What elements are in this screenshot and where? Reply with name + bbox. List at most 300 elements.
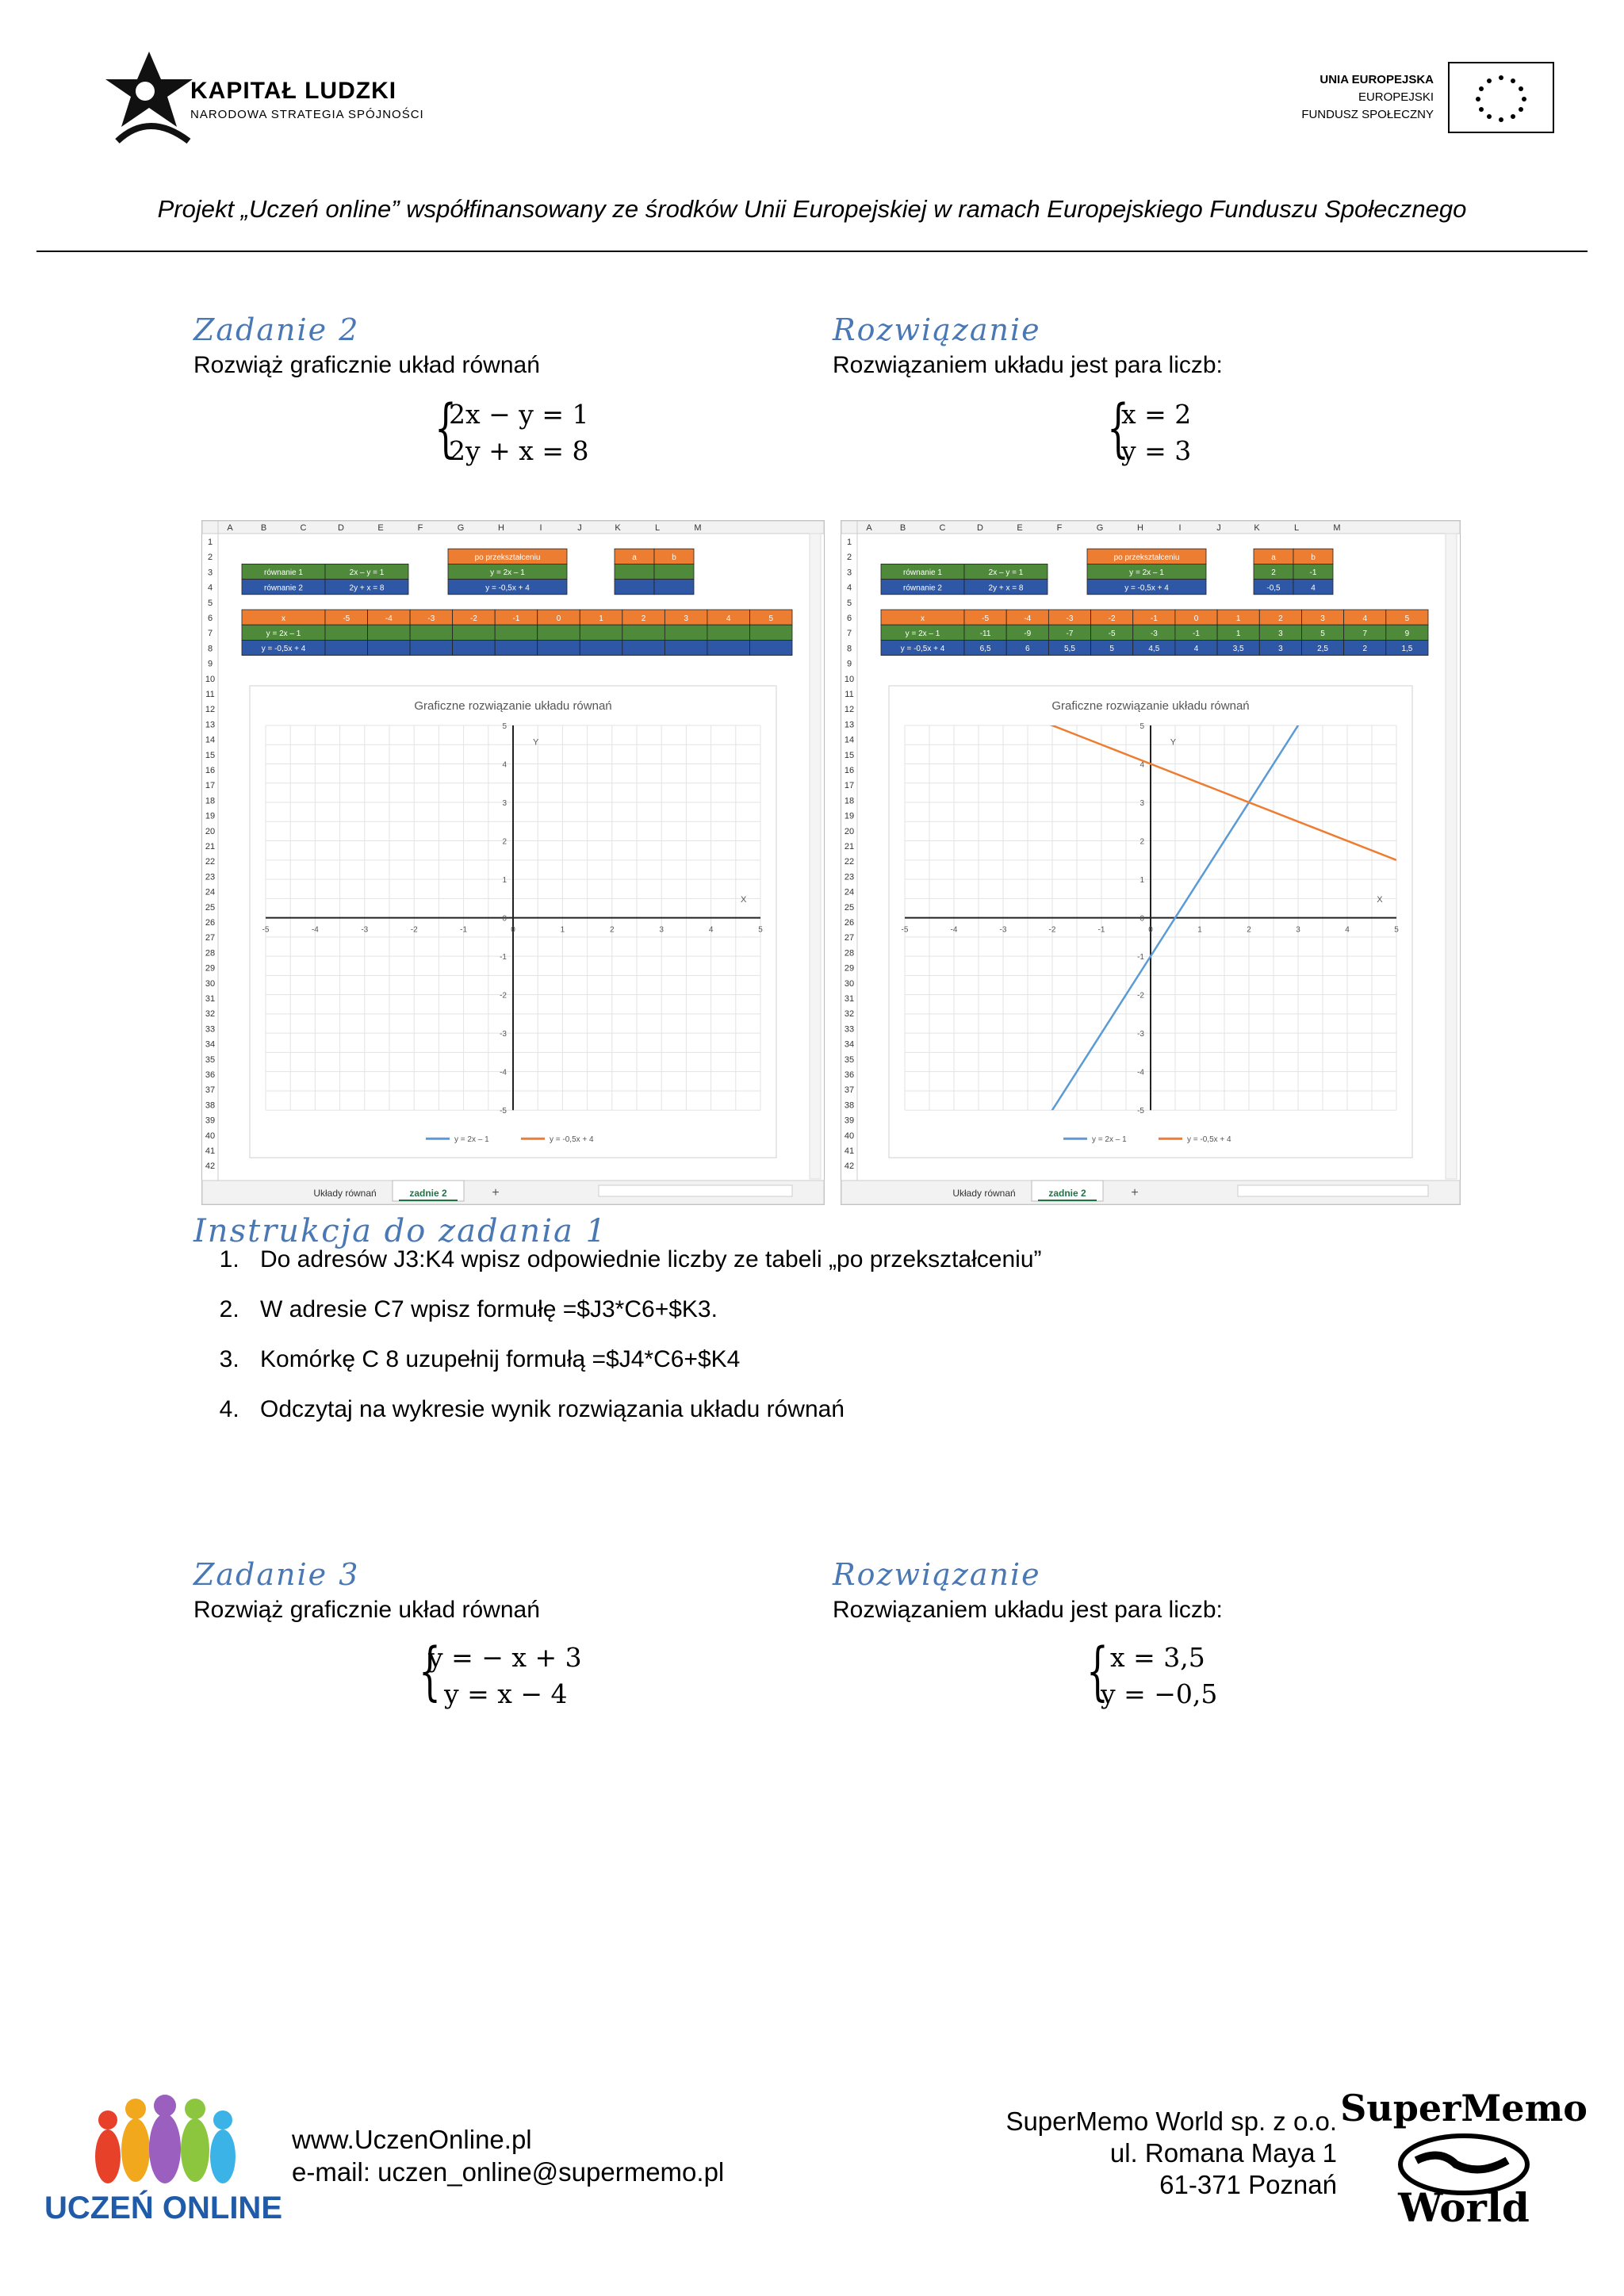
row-number: 12	[844, 705, 855, 715]
cell-rownanie2: równanie 2	[903, 584, 942, 593]
row-number: 42	[205, 1161, 216, 1172]
cell-y2-value: 3,5	[1232, 645, 1244, 654]
cell-y2-label: y = -0,5x + 4	[900, 645, 945, 654]
chart-title: Graficzne rozwiązanie układu równań	[1051, 699, 1250, 713]
instructions-list	[246, 1246, 1042, 1446]
cell-rownanie2: równanie 2	[264, 584, 303, 593]
row-number: 30	[205, 978, 216, 989]
x-tick-label: 0	[1148, 925, 1153, 935]
cell-y1-value-bg	[453, 625, 496, 640]
row-number: 5	[846, 598, 852, 608]
footer-email[interactable]: e-mail: uczen_online@supermemo.pl	[292, 2157, 725, 2187]
row-number: 8	[846, 644, 852, 654]
cell-y2-value: 2,5	[1317, 645, 1328, 654]
row-number: 25	[844, 902, 855, 913]
row-number: 40	[205, 1131, 216, 1141]
x-tick-label: -2	[1048, 925, 1056, 935]
cell-x-label: x	[921, 614, 925, 623]
sheet-tab-2: zadnie 2	[409, 1188, 447, 1199]
cell-x-value: -4	[385, 614, 393, 623]
row-number: 27	[205, 933, 216, 943]
row-number: 29	[844, 963, 855, 974]
column-header: J	[577, 523, 582, 533]
row-number: 41	[205, 1146, 216, 1156]
supermemo-world-logo-icon	[1340, 2085, 1588, 2231]
row-number: 25	[205, 902, 216, 913]
row-number: 22	[205, 857, 216, 867]
x-tick-label: -4	[311, 925, 319, 935]
cell-x-value: 0	[1193, 614, 1199, 623]
cell-y2-value: 5	[1109, 645, 1114, 654]
y-tick-label: 2	[1139, 837, 1144, 847]
row-number: 17	[844, 781, 855, 791]
cell-x-value: 3	[1320, 614, 1325, 623]
column-header: F	[417, 523, 423, 533]
cell-x-value: -2	[1108, 614, 1116, 623]
cell-x-value: 5	[768, 614, 774, 623]
task2-brace: {	[435, 391, 457, 465]
row-number: 3	[207, 568, 213, 578]
cell-a2-bg	[615, 580, 654, 595]
column-header-bar	[841, 521, 1460, 534]
cell-x-value: -3	[427, 614, 435, 623]
cell-a-header: a	[1271, 553, 1276, 563]
row-number: 17	[205, 781, 216, 791]
x-axis-label: X	[741, 895, 747, 905]
header-divider	[36, 251, 1588, 252]
cell-po-header: po przekształceniu	[474, 553, 541, 563]
instruction-item: 1. Do adresów J3:K4 wpisz odpowiednie liczby ze tabeli „po przekształceniu”	[246, 1246, 1042, 1273]
column-header: H	[1137, 523, 1143, 533]
row-number: 11	[845, 690, 854, 699]
legend-label-2: y = -0,5x + 4	[550, 1135, 594, 1145]
cell-y2-value-bg	[538, 640, 580, 655]
task3-eq1: y = − x + 3	[428, 1642, 582, 1673]
row-number: 13	[205, 720, 216, 730]
row-number: 8	[207, 644, 213, 654]
vertical-scrollbar	[1446, 534, 1457, 1179]
row-number: 27	[844, 933, 855, 943]
column-header: E	[377, 523, 384, 533]
x-tick-label: 5	[758, 925, 763, 935]
x-tick-label: 5	[1394, 925, 1399, 935]
cell-b1-bg	[654, 564, 694, 579]
cell-y2-value: 6,5	[979, 645, 991, 654]
y-tick-label: -5	[500, 1107, 507, 1116]
eu-flag-icon	[1448, 62, 1554, 133]
x-tick-label: -1	[460, 925, 468, 935]
row-number: 20	[205, 826, 216, 836]
y-tick-label: -4	[500, 1068, 507, 1077]
x-tick-label: 1	[560, 925, 565, 935]
uczen-online-logo-text: UCZEŃ ONLINE	[44, 2191, 282, 2225]
row-number: 11	[205, 690, 215, 699]
task3-heading: Zadanie 3	[193, 1557, 360, 1592]
row-number: 21	[844, 842, 855, 851]
row-number: 9	[846, 659, 852, 669]
row-number: 7	[846, 629, 852, 639]
cell-y1-value: 3	[1278, 629, 1283, 639]
task2-solution-text: Rozwiązaniem układu jest para liczb:	[833, 352, 1223, 378]
y-tick-label: 4	[502, 760, 507, 770]
column-header: D	[977, 523, 983, 533]
cell-y2-value: 6	[1025, 645, 1030, 654]
footer-company: SuperMemo World sp. z o.o.	[1005, 2107, 1337, 2136]
row-number: 30	[844, 978, 855, 989]
row-number: 26	[844, 918, 855, 928]
task2-heading: Zadanie 2	[193, 312, 360, 347]
task2-eq1: 2x − y = 1	[449, 399, 589, 430]
row-number: 36	[205, 1070, 216, 1080]
row-number: 23	[205, 872, 216, 882]
column-header: I	[539, 523, 542, 533]
row-number: 19	[205, 811, 216, 821]
column-header: G	[1096, 523, 1104, 533]
cell-y1-value: -7	[1066, 629, 1074, 639]
chart-title: Graficzne rozwiązanie układu równań	[414, 699, 612, 713]
cell-y2-value-bg	[368, 640, 411, 655]
row-number: 33	[205, 1024, 216, 1035]
cell-po1: y = 2x – 1	[1129, 568, 1164, 578]
cell-y2-value: 5,5	[1064, 645, 1075, 654]
add-sheet-button: +	[1131, 1186, 1139, 1200]
x-tick-label: 2	[1247, 925, 1251, 935]
row-number: 29	[205, 963, 216, 974]
cell-y2-value: 3	[1278, 645, 1283, 654]
y-axis-label: Y	[1170, 737, 1177, 748]
y-axis-label: Y	[532, 737, 539, 748]
column-header: A	[227, 523, 233, 533]
y-tick-label: -1	[1137, 953, 1144, 962]
cell-eq2: 2y + x = 8	[349, 584, 385, 593]
x-tick-label: -2	[410, 925, 418, 935]
cell-y2-value: 2	[1362, 645, 1368, 654]
cell-y1-value-bg	[707, 625, 750, 640]
horizontal-scrollbar	[1238, 1185, 1428, 1196]
cell-x-value: -1	[512, 614, 520, 623]
row-number: 1	[207, 538, 213, 547]
row-number: 13	[844, 720, 855, 730]
cell-y2-value-bg	[453, 640, 496, 655]
cell-y1-value: -5	[1108, 629, 1116, 639]
spreadsheet-solved[interactable]	[841, 520, 1461, 1205]
x-tick-label: 3	[659, 925, 664, 935]
cell-y1-value: 9	[1404, 629, 1410, 639]
cell-po2: y = -0,5x + 4	[1124, 584, 1169, 593]
footer-www[interactable]: www.UczenOnline.pl	[292, 2125, 532, 2154]
cell-y1-value: 7	[1362, 629, 1368, 639]
task3-eq2: y = x − 4	[444, 1678, 568, 1709]
column-header: H	[498, 523, 504, 533]
task3-solution-text: Rozwiązaniem układu jest para liczb:	[833, 1597, 1223, 1623]
cell-y1-value-bg	[580, 625, 622, 640]
row-number: 6	[207, 614, 213, 623]
column-header: L	[1293, 523, 1300, 533]
row-number: 18	[844, 796, 855, 806]
sheet-tab-2: zadnie 2	[1048, 1188, 1086, 1199]
cell-x-label: x	[282, 614, 285, 623]
row-number: 35	[205, 1054, 216, 1065]
spreadsheet-empty[interactable]	[201, 520, 825, 1205]
x-tick-label: -4	[950, 925, 958, 935]
cell-x-value: 3	[684, 614, 688, 623]
row-number: 16	[844, 766, 855, 775]
row-number: 1	[846, 538, 852, 547]
row-number: 34	[205, 1039, 216, 1050]
cell-y1-label: y = 2x – 1	[905, 629, 940, 639]
cell-b-header: b	[1311, 553, 1316, 563]
x-tick-label: 3	[1296, 925, 1300, 935]
row-number: 14	[844, 735, 855, 745]
x-tick-label: 2	[610, 925, 615, 935]
task3-sol2: y = −0,5	[1101, 1678, 1218, 1709]
project-line: Projekt „Uczeń online” współfinansowany ze środków Unii Europejskiej w ramach Europejskiego Funduszu Społecznego	[157, 195, 1467, 223]
row-number: 18	[205, 796, 216, 806]
row-number: 24	[205, 887, 216, 897]
task3-solution-heading: Rozwiązanie	[833, 1557, 1041, 1592]
y-tick-label: -4	[1137, 1068, 1144, 1077]
y-tick-label: 1	[1139, 876, 1144, 886]
row-number: 15	[844, 750, 855, 760]
row-number: 23	[844, 872, 855, 882]
row-number: 21	[205, 842, 216, 851]
y-tick-label: -2	[1137, 991, 1144, 1001]
cell-x-value: 4	[726, 614, 731, 623]
cell-y2-value-bg	[665, 640, 707, 655]
row-number: 32	[205, 1009, 216, 1020]
column-header: I	[1178, 523, 1182, 533]
instruction-item: 3. Komórkę C 8 uzupełnij formułą =$J4*C6+$K4	[246, 1346, 1042, 1373]
row-number: 26	[205, 918, 216, 928]
y-tick-label: 4	[1139, 760, 1144, 770]
eu-line1: UNIA EUROPEJSKA	[1320, 73, 1434, 86]
row-number: 2	[207, 553, 213, 563]
row-number: 6	[846, 614, 852, 623]
column-header: L	[654, 523, 661, 533]
supermemo-logo-text2: World	[1398, 2184, 1530, 2231]
y-tick-label: 5	[502, 722, 507, 731]
cell-y1-value: -9	[1024, 629, 1032, 639]
cell-b2-bg	[654, 580, 694, 595]
task2-text: Rozwiąż graficznie układ równań	[193, 352, 540, 378]
cell-po-header: po przekształceniu	[1113, 553, 1180, 563]
row-number: 34	[844, 1039, 855, 1050]
kapital-ludzki-title: KAPITAŁ LUDZKI	[190, 78, 397, 104]
column-header: M	[1333, 523, 1341, 533]
row-number: 7	[207, 629, 213, 639]
row-number: 12	[205, 705, 216, 715]
row-number: 16	[205, 766, 216, 775]
row-number: 37	[205, 1085, 216, 1096]
cell-y1-value-bg	[410, 625, 453, 640]
cell-y2-value-bg	[325, 640, 368, 655]
row-number: 5	[207, 598, 213, 608]
cell-y2-label: y = -0,5x + 4	[261, 645, 306, 654]
column-header: M	[694, 523, 702, 533]
row-number: 39	[844, 1115, 855, 1126]
cell-y1-value: -3	[1150, 629, 1158, 639]
column-header: E	[1017, 523, 1023, 533]
cell-y1-value: 5	[1320, 629, 1325, 639]
task2-eq2: 2y + x = 8	[449, 435, 589, 466]
cell-y2-value: 4,5	[1148, 645, 1160, 654]
task3-text: Rozwiąż graficznie układ równań	[193, 1597, 540, 1623]
x-tick-label: -3	[999, 925, 1007, 935]
vertical-scrollbar	[810, 534, 821, 1179]
uczen-online-logo-icon	[44, 2093, 282, 2236]
row-number: 40	[844, 1131, 855, 1141]
supermemo-logo-text1: SuperMemo	[1340, 2087, 1588, 2130]
column-header: C	[300, 523, 307, 533]
row-number: 9	[207, 659, 213, 669]
row-number: 15	[205, 750, 216, 760]
column-header: C	[939, 523, 946, 533]
task2-sol2: y = 3	[1121, 435, 1192, 466]
row-number: 28	[844, 948, 855, 959]
cell-x-value: 1	[599, 614, 603, 623]
cell-a-header: a	[632, 553, 637, 563]
eu-line3: FUNDUSZ SPOŁECZNY	[1301, 108, 1434, 121]
horizontal-scrollbar	[599, 1185, 792, 1196]
column-header: B	[899, 523, 906, 533]
task3-equations	[428, 1640, 582, 1712]
sheet-tab-1: Układy równań	[313, 1188, 377, 1199]
row-number: 20	[844, 826, 855, 836]
cell-y1-value-bg	[325, 625, 368, 640]
instruction-item: 4. Odczytaj na wykresie wynik rozwiązania układu równań	[246, 1396, 1042, 1423]
y-tick-label: 5	[1139, 722, 1144, 731]
cell-eq1: 2x – y = 1	[988, 568, 1024, 578]
cell-rownanie1: równanie 1	[903, 568, 942, 578]
row-number: 10	[205, 674, 216, 684]
column-header: A	[866, 523, 872, 533]
footer-city: 61-371 Poznań	[1159, 2170, 1337, 2199]
column-header: F	[1056, 523, 1063, 533]
cell-y2-value: 4	[1193, 645, 1199, 654]
cell-po1: y = 2x – 1	[490, 568, 525, 578]
row-number: 14	[205, 735, 216, 745]
column-header: B	[260, 523, 267, 533]
cell-eq1: 2x – y = 1	[349, 568, 385, 578]
cell-rownanie1: równanie 1	[264, 568, 303, 578]
legend-label-2: y = -0,5x + 4	[1187, 1135, 1231, 1145]
footer-street: ul. Romana Maya 1	[1109, 2138, 1337, 2168]
cell-b1: -1	[1309, 568, 1317, 578]
y-tick-label: -5	[1137, 1107, 1144, 1116]
sheet-tab-1: Układy równań	[952, 1188, 1016, 1199]
row-number: 2	[846, 553, 852, 563]
row-number: 37	[844, 1085, 855, 1096]
task2-equations	[449, 396, 589, 469]
y-tick-label: 1	[502, 876, 507, 886]
cell-y1-value-bg	[622, 625, 665, 640]
row-number: 24	[844, 887, 855, 897]
cell-x-value: 5	[1404, 614, 1410, 623]
eu-line2: EUROPEJSKI	[1358, 90, 1434, 104]
row-number: 31	[205, 994, 216, 1004]
row-number: 38	[844, 1100, 855, 1111]
cell-x-value: 4	[1362, 614, 1368, 623]
row-number: 39	[205, 1115, 216, 1126]
x-tick-label: -5	[901, 925, 909, 935]
row-number: 38	[205, 1100, 216, 1111]
x-tick-label: 4	[708, 925, 714, 935]
cell-a1: 2	[1271, 568, 1276, 578]
task2-solution-brace: {	[1107, 391, 1129, 465]
task2-solution-heading: Rozwiązanie	[833, 312, 1041, 347]
cell-x-value: 1	[1235, 614, 1241, 623]
row-number: 4	[846, 583, 852, 593]
cell-y2-value-bg	[580, 640, 622, 655]
cell-y1-value-bg	[749, 625, 792, 640]
kapital-ludzki-subtitle: NARODOWA STRATEGIA SPÓJNOŚCI	[190, 108, 424, 121]
column-header: G	[457, 523, 465, 533]
cell-x-value: 2	[641, 614, 646, 623]
y-tick-label: 3	[1139, 799, 1144, 809]
y-tick-label: -3	[500, 1030, 507, 1039]
column-header: K	[1254, 523, 1260, 533]
task2-sol1: x = 2	[1121, 399, 1192, 430]
eu-text	[1301, 71, 1434, 124]
cell-x-value: -2	[469, 614, 477, 623]
cell-b2: 4	[1311, 584, 1316, 593]
cell-b-header: b	[672, 553, 676, 563]
y-tick-label: -2	[500, 991, 507, 1001]
instruction-item: 2. W adresie C7 wpisz formułę =$J3*C6+$K3.	[246, 1296, 1042, 1323]
cell-x-value: -1	[1150, 614, 1158, 623]
cell-x-value: -5	[982, 614, 990, 623]
cell-y2-value-bg	[622, 640, 665, 655]
cell-y1-value: -11	[979, 629, 991, 639]
row-number: 19	[844, 811, 855, 821]
row-number: 22	[844, 857, 855, 867]
task3-solution-brace: {	[1086, 1634, 1109, 1708]
task2-solution	[1121, 396, 1191, 469]
cell-y2-value-bg	[410, 640, 453, 655]
task3-solution	[1101, 1640, 1217, 1712]
row-number: 3	[846, 568, 852, 578]
y-tick-label: 0	[502, 914, 507, 924]
row-number: 33	[844, 1024, 855, 1035]
x-tick-label: 4	[1345, 925, 1350, 935]
instructions-heading: Instrukcja do zadania 1	[193, 1213, 607, 1249]
row-number: 31	[844, 994, 855, 1004]
row-number: 28	[205, 948, 216, 959]
y-tick-label: -1	[500, 953, 507, 962]
cell-y2-value-bg	[707, 640, 750, 655]
task3-sol1: x = 3,5	[1110, 1642, 1205, 1673]
row-number: 32	[844, 1009, 855, 1020]
row-number: 36	[844, 1070, 855, 1080]
add-sheet-button: +	[492, 1186, 500, 1200]
x-tick-label: -5	[262, 925, 270, 935]
row-number: 4	[207, 583, 213, 593]
y-tick-label: 0	[1139, 914, 1144, 924]
cell-y1-value: 1	[1235, 629, 1241, 639]
legend-label-1: y = 2x – 1	[454, 1135, 489, 1145]
column-header-bar	[202, 521, 824, 534]
row-number: 42	[844, 1161, 855, 1172]
y-tick-label: -3	[1137, 1030, 1144, 1039]
row-number: 41	[844, 1146, 855, 1156]
y-tick-label: 3	[502, 799, 507, 809]
cell-y1-value-bg	[538, 625, 580, 640]
cell-y2-value-bg	[749, 640, 792, 655]
row-number: 10	[844, 674, 855, 684]
footer-address	[1005, 2106, 1337, 2201]
cell-y1-value: -1	[1193, 629, 1200, 639]
x-tick-label: -1	[1097, 925, 1105, 935]
